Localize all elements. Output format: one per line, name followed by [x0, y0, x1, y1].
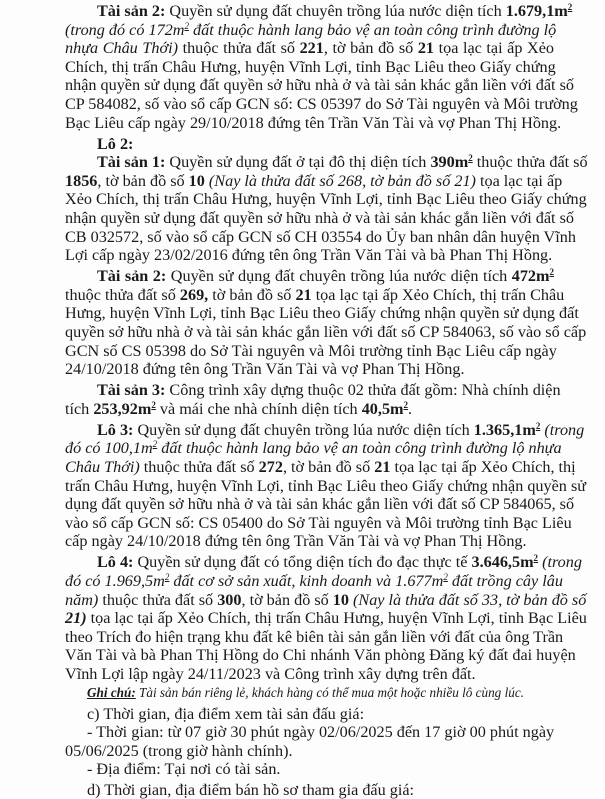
- superscript-2: 2: [443, 572, 448, 582]
- text-run: vào sổ cấp GCN số: CS 05400 do Sở Tài nguyên và Môi trường tỉnh Bạc Liêu: [65, 514, 572, 532]
- superscript-2: 2: [549, 267, 554, 277]
- text-run: tờ bản đồ số: [208, 286, 296, 304]
- text-run: Hưng, huyện Vĩnh Lợi, tỉnh Bạc Liêu theo Giấy chứng nhận quyền sử dụng đất: [65, 304, 579, 322]
- document-line-1: [97, 2, 573, 20]
- document-line-26: [65, 477, 587, 495]
- document-line-8: [97, 135, 554, 153]
- text-run: nhận quyền sử dụng đất quyền sở hữu nhà ở và tài sản khác gắn liền với đất số: [65, 76, 574, 94]
- italic-text: đất thuộc hành lang bảo vệ an toàn công trình đường lộ: [188, 21, 557, 39]
- document-line-11: [65, 190, 587, 208]
- italic-text: đó có 100,1m: [65, 439, 153, 457]
- text-run: 05/06/2025 (trong giờ hành chính).: [65, 742, 293, 760]
- bold-text: 21): [65, 609, 87, 627]
- document-line-21: [97, 381, 561, 399]
- bold-text: Tài sản 2:: [97, 2, 166, 20]
- text-run: thuộc thửa đất số: [98, 591, 218, 609]
- document-line-35: [65, 646, 576, 664]
- bold-text: Lô 3:: [97, 421, 134, 439]
- bold-text: 253,92m: [93, 400, 152, 418]
- document-line-34: [65, 628, 564, 646]
- bold-text: 21: [374, 458, 391, 476]
- text-run: thuộc thửa đất số: [177, 39, 300, 57]
- italic-text: đất trồng cây lâu: [447, 572, 563, 590]
- superscript-2: 2: [184, 21, 189, 31]
- text-run: CB 032572, số vào sổ cấp GCN số CH 03554 do Ủy ban nhân dân huyện Vĩnh: [65, 228, 576, 246]
- text-run: Lợi cấp ngày 23/02/2016 đứng tên ông Trần Văn Tài và bà Phan Thị Hồng.: [65, 246, 553, 264]
- bold-text: 10: [332, 591, 349, 609]
- document-line-12: [65, 209, 574, 227]
- italic-text: nhựa Châu Thới): [65, 39, 178, 57]
- text-run: tọa lạc tại ấp: [475, 172, 563, 190]
- document-line-23: [97, 421, 585, 439]
- text-run: - Địa điểm: Tại nơi có tài sản.: [87, 760, 281, 778]
- italic-text: (trong: [538, 553, 582, 571]
- text-run: Quyền sử dụng đất chuyên trồng lúa nước diện tích: [165, 2, 506, 20]
- document-line-24: [65, 439, 562, 457]
- text-run: quyền sở hữu nhà ở và tài sản khác gắn liền với đất số CP 584063, số vào sổ cấp: [65, 323, 587, 341]
- text-run: Vĩnh Lợi lập ngày 24/11/2023 và Công trình xây dựng trên đất.: [65, 665, 476, 683]
- bold-text: 10: [188, 172, 205, 190]
- section-c-time-line-2: [65, 742, 554, 760]
- text-run: - Thời gian: từ 07 giờ 30 phút ngày 02/06/2025 đến 17 giờ 00 phút ngày: [87, 723, 555, 741]
- document-line-20: [65, 360, 554, 378]
- bold-text: 390m: [430, 153, 469, 171]
- text-run: tọa lạc tại ấp Xẻo: [434, 39, 554, 57]
- superscript-2: 2: [468, 153, 473, 163]
- italic-text: (trong đó có 172m: [65, 21, 185, 39]
- italic-text: (Nay là thửa đất số 268, tờ bản đồ số 21): [208, 172, 476, 190]
- text-run: c) Thời gian, địa điểm xem tài sản đấu giá:: [87, 705, 365, 723]
- text-run: Xẻo Chích, thị trấn Châu Hưng, huyện Vĩnh Lợi, tỉnh Bạc Liêu theo Giấy chứng: [65, 190, 587, 208]
- note-line: [87, 684, 554, 702]
- bold-text: 3.646,5m: [471, 553, 534, 571]
- text-run: , tờ bản đồ số: [323, 39, 418, 57]
- superscript-2: 2: [164, 572, 170, 582]
- italic-text: Tài sản bán riêng lẻ, khách hàng có thể mua một hoặc nhiều lô cùng lúc.: [135, 685, 524, 700]
- superscript-2: 2: [151, 400, 156, 410]
- section-c-time-line-1: [87, 723, 554, 741]
- superscript-2: 2: [403, 400, 409, 410]
- bold-text: 40,5m: [361, 400, 404, 418]
- text-run: d) Thời gian, địa điểm bán hồ sơ tham gia đấu giá:: [87, 781, 415, 799]
- section-c-heading: [87, 705, 554, 723]
- text-run: thuộc thửa đất số: [472, 153, 588, 171]
- bold-text: Ghi chú:: [87, 685, 136, 700]
- document-line-4: [65, 58, 554, 76]
- italic-text: (trong: [540, 421, 585, 439]
- document-line-31: [65, 572, 563, 590]
- bold-text: 21: [417, 39, 435, 57]
- text-run: , tờ bản đồ số: [241, 591, 333, 609]
- document-line-33: [65, 609, 587, 627]
- text-run: thuộc thửa đất số: [65, 286, 180, 304]
- text-run: theo Trích đo hiện trạng khu đất kê biên tài sản gắn liền với đất của ông Trần: [65, 628, 564, 646]
- document-line-29: [65, 532, 554, 550]
- italic-text: đất thuộc hành lang bảo vệ an toàn công trình đường lộ nhựa: [157, 439, 562, 457]
- document-line-9: [97, 153, 588, 171]
- text-run: thuộc thửa đất số: [139, 458, 259, 476]
- section-c-location: [87, 760, 554, 778]
- text-run: GCN số CS 05398 do Sở Tài nguyên và Môi trường tỉnh Bạc Liêu cấp ngày: [65, 342, 557, 360]
- document-line-16: [65, 286, 565, 304]
- document-line-27: [65, 495, 575, 513]
- text-run: tích: [65, 400, 94, 418]
- document-line-15: [97, 267, 554, 285]
- document-line-28: [65, 514, 572, 532]
- document-line-2: [65, 21, 557, 39]
- superscript-2: 2: [535, 421, 541, 431]
- document-line-36: [65, 665, 554, 683]
- text-run: Văn Tài và bà Phan Thị Hồng do Chi nhánh Văn phòng Đăng ký đất đai huyện: [65, 646, 576, 664]
- document-line-25: [65, 458, 576, 476]
- bold-text: Tài sản 3:: [97, 381, 166, 399]
- bold-text: 21: [295, 286, 312, 304]
- bold-text: 1856: [65, 172, 98, 190]
- text-run: Quyền sử dụng đất chuyên trồng lúa nước diện tích: [166, 267, 512, 285]
- text-run: và mái che nhà chính diện tích: [155, 400, 362, 418]
- document-line-22: [65, 400, 554, 418]
- document-line-7: [65, 114, 562, 132]
- document-line-5: [65, 76, 574, 94]
- bold-text: 221: [299, 39, 324, 57]
- document-line-32: [65, 591, 587, 609]
- text-run: tọa lạc tại ấp Xẻo Chích, thị trấn Châu: [311, 286, 565, 304]
- bold-text: Tài sản 2:: [97, 267, 167, 285]
- bold-text: 1.365,1m: [473, 421, 536, 439]
- italic-text: đó có 1.969,5m: [65, 572, 165, 590]
- text-run: tọa lạc tại ấp Xẻo Chích, thị trấn Châu Hưng, huyện Vĩnh Lợi, tỉnh Bạc Liêu: [86, 609, 587, 627]
- superscript-2: 2: [567, 2, 573, 12]
- text-run: dụng đất quyền sở hữu nhà ở và tài sản khác gắn liền với đất số CP 584065, số: [65, 495, 575, 513]
- text-run: tọa lạc tại ấp Xẻo Chích, thị: [390, 458, 576, 476]
- bold-text: Tài sản 1:: [97, 153, 166, 171]
- document-line-17: [65, 304, 579, 322]
- superscript-2: 2: [152, 439, 158, 449]
- document-line-30: [97, 553, 582, 571]
- text-run: trấn Châu Hưng, huyện Vĩnh Lợi, tỉnh Bạc Liêu theo Giấy chứng nhận quyền sử: [65, 477, 587, 495]
- document-line-10: [65, 172, 563, 190]
- bold-text: Lô 4:: [97, 553, 134, 571]
- bold-text: 269,: [179, 286, 209, 304]
- superscript-2: 2: [533, 553, 539, 563]
- bold-text: 472m: [511, 267, 550, 285]
- italic-text: đất cơ sở sản xuất, kinh doanh và 1.677m: [169, 572, 444, 590]
- text-run: Quyền sử dụng đất chuyên trồng lúa nước diện tích: [133, 421, 474, 439]
- document-line-13: [65, 228, 576, 246]
- text-run: 24/10/2018 đứng tên ông Trần Văn Tài và vợ Phan Thị Hồng.: [65, 360, 465, 378]
- text-run: cấp ngày 24/10/2018 đứng tên ông Trần Văn Tài và vợ Phan Thị Hồng.: [65, 532, 527, 550]
- text-run: CP 584082, số vào sổ cấp GCN số: CS 05397 do Sở Tài nguyên và Môi trường: [65, 95, 578, 113]
- text-run: Công trình xây dựng thuộc 02 thửa đất gồm: Nhà chính diện: [165, 381, 561, 399]
- text-run: nhận quyền sử dụng đất quyền sở hữu nhà ở và tài sản khác gắn liền với đất số: [65, 209, 574, 227]
- bold-text: Lô 2:: [97, 135, 134, 153]
- text-run: Quyền sử dụng đất có tổng diện tích đo đạc thực tế: [133, 553, 472, 571]
- italic-text: (Nay là thửa đất số 33, tờ bản đồ số: [353, 591, 587, 609]
- document-line-6: [65, 95, 578, 113]
- document-line-3: [65, 39, 554, 57]
- section-d-heading: [87, 781, 554, 799]
- text-run: Quyền sử dụng đất ở tại đô thị diện tích: [165, 153, 431, 171]
- bold-text: 1.679,1m: [505, 2, 568, 20]
- italic-text: Châu Thới): [65, 458, 140, 476]
- text-run: Bạc Liêu cấp ngày 29/10/2018 đứng tên Trần Văn Tài và vợ Phan Thị Hồng.: [65, 114, 562, 132]
- text-run: , tờ bản đồ số: [97, 172, 189, 190]
- bold-text: 272: [258, 458, 283, 476]
- text-run: Chích, thị trấn Châu Hưng, huyện Vĩnh Lợi, tỉnh Bạc Liêu theo Giấy chứng: [65, 58, 556, 76]
- document-line-18: [65, 323, 587, 341]
- italic-text: năm): [65, 591, 99, 609]
- text-run: , tờ bản đồ số: [282, 458, 375, 476]
- text-run: .: [408, 400, 413, 418]
- document-line-19: [65, 342, 557, 360]
- bold-text: 300: [217, 591, 242, 609]
- document-line-14: [65, 246, 554, 264]
